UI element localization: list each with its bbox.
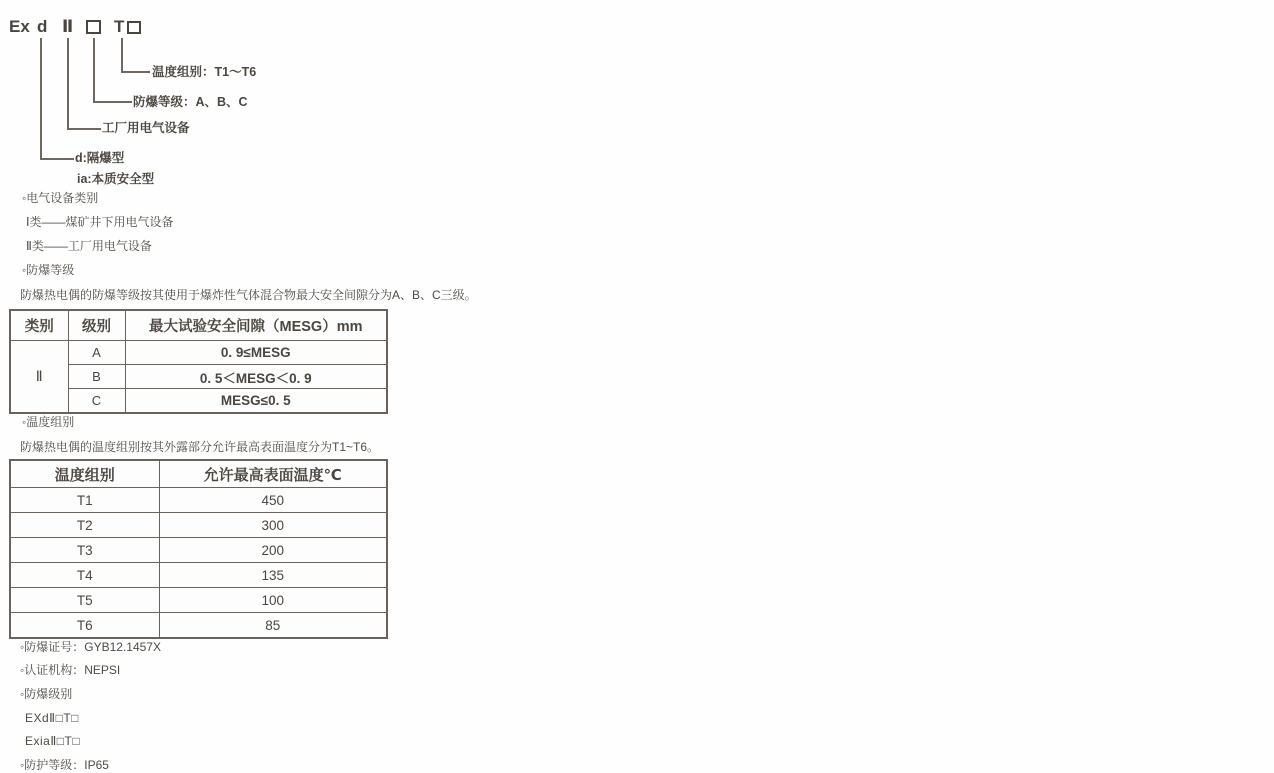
col-header-grade: 级别	[68, 310, 125, 341]
max-temp-cell: 85	[159, 613, 387, 639]
callout-d-type: d:隔爆型	[75, 151, 125, 165]
col-header-mesg: 最大试验安全间隙（MESG）mm	[125, 310, 387, 341]
explosion-level-title: ◦防爆级别	[20, 687, 73, 701]
code-exia: ExiaⅡ□T□	[25, 734, 81, 748]
table-header-row	[10, 460, 387, 488]
grade-cell: B	[68, 365, 125, 389]
explosion-grade-desc: 防爆热电偶的防爆等级按其使用于爆炸性气体混合物最大安全间隙分为A、B、C三级。	[20, 288, 477, 302]
max-temp-cell: 300	[159, 513, 387, 538]
callout-factory: 工厂用电气设备	[102, 121, 190, 135]
table-row	[10, 588, 387, 613]
callout-ia-type: ia:本质安全型	[77, 172, 155, 186]
cert-number-line: ◦防爆证号：GYB12.1457X	[20, 640, 161, 654]
temp-group-cell: T6	[10, 613, 159, 639]
mesg-cell: 0. 9≤MESG	[125, 341, 387, 365]
marking-symbol-group: Ⅱ	[62, 17, 74, 36]
temp-group-cell: T1	[10, 488, 159, 513]
callout-temp-group: 温度组别：T1～T6	[152, 65, 257, 79]
equipment-class-item-1: Ⅰ类——煤矿井下用电气设备	[26, 215, 174, 229]
box-symbol-grade	[86, 20, 101, 34]
connector-d-type	[40, 38, 74, 160]
temp-group-cell: T4	[10, 563, 159, 588]
equipment-class-item-2: Ⅱ类——工厂用电气设备	[26, 239, 152, 253]
section-title-equipment-class: ◦电气设备类别	[22, 191, 99, 205]
max-temp-cell: 200	[159, 538, 387, 563]
temp-group-cell: T3	[10, 538, 159, 563]
col-header-max-temp: 允许最高表面温度℃	[159, 460, 387, 488]
section-title-temp-group: ◦温度组别	[22, 415, 75, 429]
ip-rating-line: ◦防护等级：IP65	[20, 758, 109, 772]
code-exd: EXdⅡ□T□	[25, 711, 79, 725]
temp-group-cell: T5	[10, 588, 159, 613]
mesg-cell: MESG≤0. 5	[125, 389, 387, 414]
category-cell: Ⅱ	[10, 341, 68, 414]
table-row	[10, 488, 387, 513]
cert-agency-line: ◦认证机构：NEPSI	[20, 663, 121, 677]
col-header-temp-group: 温度组别	[10, 460, 159, 488]
temp-group-desc: 防爆热电偶的温度组别按其外露部分允许最高表面温度分为T1~T6。	[20, 440, 380, 454]
grade-cell: A	[68, 341, 125, 365]
table-row	[10, 341, 387, 365]
table-row	[10, 563, 387, 588]
table-row	[10, 538, 387, 563]
table-header-row	[10, 310, 387, 341]
callout-explosion-grade: 防爆等级：A、B、C	[133, 95, 248, 109]
section-title-explosion-grade: ◦防爆等级	[22, 263, 75, 277]
box-symbol-temp	[127, 21, 141, 34]
temp-group-cell: T2	[10, 513, 159, 538]
marking-symbol-ex: Ex	[9, 17, 30, 36]
max-temp-cell: 135	[159, 563, 387, 588]
grade-cell: C	[68, 389, 125, 414]
marking-symbol-d: d	[37, 17, 48, 36]
marking-symbol-t: T	[114, 17, 125, 36]
max-temp-cell: 100	[159, 588, 387, 613]
table-row	[10, 513, 387, 538]
explosion-grade-table	[9, 309, 388, 414]
table-row	[10, 613, 387, 639]
max-temp-cell: 450	[159, 488, 387, 513]
mesg-cell: 0. 5＜MESG＜0. 9	[125, 365, 387, 389]
temperature-table	[9, 459, 388, 639]
col-header-category: 类别	[10, 310, 68, 341]
